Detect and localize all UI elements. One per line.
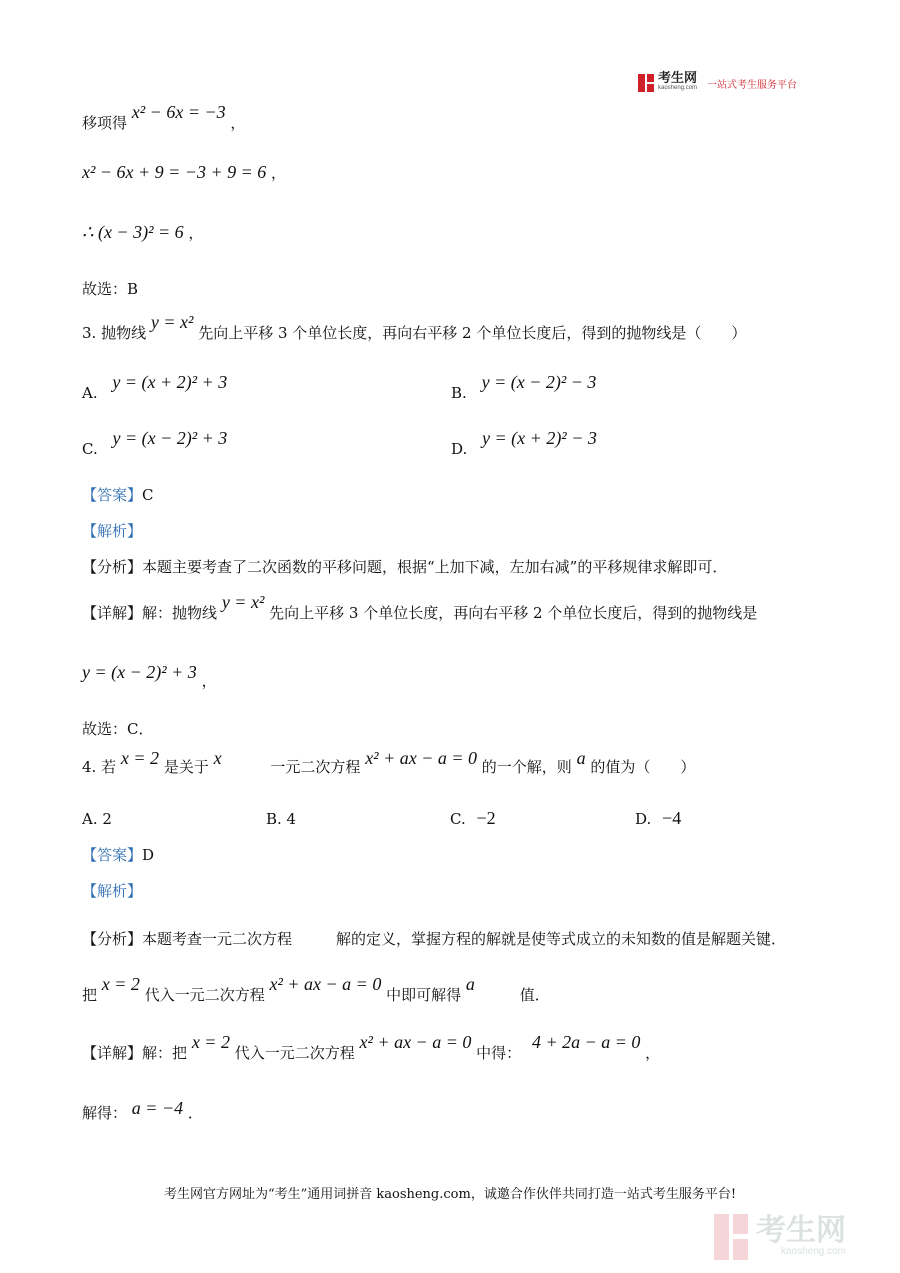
math-variable: a: [576, 748, 586, 768]
method-text: 中即可解得: [386, 986, 462, 1004]
section-tag: 【分析】: [82, 558, 143, 576]
detail-line: [82, 1032, 661, 1063]
punctuation: ．: [187, 1104, 203, 1122]
question-text: 抛物线: [101, 324, 147, 342]
punctuation: ，: [645, 1044, 661, 1062]
line-text: 移项得: [82, 114, 128, 132]
math-expression: a = −4: [131, 1098, 184, 1118]
analysis-text: 本题考查一元二次方程: [142, 930, 293, 948]
section-tag: 【详解】: [82, 1044, 143, 1062]
option-c: [82, 428, 228, 458]
page-footer: 考生网官方网址为“考生”通用词拼音 kaosheng.com，诚邀合作伙伴共同打造一站式考生服务平台!: [163, 1187, 737, 1202]
question-number: 3.: [82, 324, 97, 342]
option-c: [450, 808, 496, 829]
option-a: A. 2: [82, 810, 112, 828]
line-move-terms: [82, 102, 246, 133]
watermark-logo-icon: [714, 1214, 750, 1260]
detail-text: 解：把: [142, 1044, 188, 1062]
line-complete-square: [82, 162, 286, 183]
method-text: 值．: [519, 986, 550, 1004]
question-text: 是关于: [163, 758, 209, 776]
math-expression: y = (x + 2)² − 3: [482, 428, 597, 448]
math-expression: y = (x − 2)² − 3: [481, 372, 597, 392]
math-expression: 4 + 2a − a = 0: [531, 1032, 641, 1052]
question-text: 一元二次方程: [270, 758, 361, 776]
punctuation: ，: [230, 114, 246, 132]
math-expression: x² − 6x = −3: [131, 102, 226, 122]
answer-value: C: [142, 486, 154, 504]
analysis-text: 解的定义，掌握方程的解就是使等式成立的未知数的值是解题关键．: [336, 930, 787, 948]
section-tag: 【分析】: [82, 930, 143, 948]
method-text: 把: [82, 986, 98, 1004]
option-label: D.: [635, 810, 652, 828]
punctuation: ，: [271, 164, 287, 182]
detail-text: 代入一元二次方程: [234, 1044, 355, 1062]
solution-line: [82, 1098, 203, 1123]
analysis-tag: 【解析】: [82, 522, 143, 540]
math-expression: x = 2: [120, 748, 160, 768]
question-text: 的一个解，则: [481, 758, 572, 776]
math-expression: x = 2: [191, 1032, 230, 1052]
math-expression: y = (x − 2)² + 3: [112, 428, 228, 448]
answer-tag: 【答案】: [82, 486, 143, 504]
header-logo: [638, 72, 797, 94]
punctuation: ，: [201, 672, 217, 690]
analysis-text: 本题主要考查了二次函数的平移问题，根据“上加下减，左加右减”的平移规律求解即可．: [142, 558, 728, 576]
detail-text: 中得：: [476, 1044, 522, 1062]
method-line: [82, 974, 550, 1005]
option-b: B. 4: [266, 810, 297, 828]
solution-text: 解得：: [82, 1104, 128, 1122]
math-variable: x: [213, 748, 222, 768]
option-a: [82, 372, 228, 402]
math-expression: y = x²: [221, 592, 265, 612]
math-expression: ∴ (x − 3)² = 6: [82, 222, 184, 242]
analysis-tag: 【解析】: [82, 882, 143, 900]
question-text: 的值为（ ）: [590, 758, 696, 776]
header-slogan: 一站式考生服务平台: [707, 79, 798, 91]
question-number: 4.: [82, 758, 97, 776]
option-label: A.: [82, 384, 98, 402]
question-3: [82, 312, 747, 343]
detail-text: 先向上平移 3 个单位长度，再向右平移 2 个单位长度后，得到的抛物线是: [269, 604, 758, 622]
logo-text: 考生网 kaosheng.com: [658, 70, 698, 91]
math-expression: y = x²: [150, 312, 194, 332]
answer-line: [82, 844, 154, 865]
math-expression: x² + ax − a = 0: [359, 1032, 472, 1052]
watermark-text: 考生网 kaosheng.com: [756, 1214, 846, 1257]
math-expression: x² + ax − a = 0: [365, 748, 478, 768]
math-expression: −4: [662, 808, 682, 828]
answer-choice-line: 故选：B: [82, 280, 139, 298]
answer-tag: 【答案】: [82, 846, 143, 864]
math-variable: a: [465, 974, 475, 994]
analysis-line: [82, 928, 786, 949]
answer-line: [82, 484, 154, 505]
math-expression: x = 2: [101, 974, 140, 994]
answer-value: D: [142, 846, 155, 864]
detail-line: [82, 592, 758, 623]
option-label: C.: [82, 440, 98, 458]
math-expression: x² + ax − a = 0: [269, 974, 382, 994]
analysis-line: [82, 556, 727, 577]
punctuation: ，: [188, 224, 204, 242]
question-text: 先向上平移 3 个单位长度，再向右平移 2 个单位长度后，得到的抛物线是（ ）: [198, 324, 747, 342]
math-expression: −2: [476, 808, 496, 828]
logo-mark-icon: [638, 74, 654, 92]
option-label: B.: [451, 384, 467, 402]
option-label: D.: [451, 440, 468, 458]
method-text: 代入一元二次方程: [144, 986, 265, 1004]
result-line: [82, 662, 217, 690]
watermark: [714, 1212, 884, 1262]
math-expression: y = (x − 2)² + 3: [82, 662, 197, 682]
line-therefore: [82, 222, 203, 243]
option-d: [635, 808, 681, 829]
option-b: [451, 372, 597, 402]
question-text: 若: [101, 758, 117, 776]
section-tag: 【详解】: [82, 604, 143, 622]
option-label: C.: [450, 810, 466, 828]
option-d: [451, 428, 597, 458]
detail-text: 解：抛物线: [142, 604, 218, 622]
question-4: [82, 748, 696, 777]
math-expression: x² − 6x + 9 = −3 + 9 = 6: [82, 162, 267, 182]
answer-choice-line: 故选：C．: [82, 720, 154, 738]
math-expression: y = (x + 2)² + 3: [112, 372, 228, 392]
